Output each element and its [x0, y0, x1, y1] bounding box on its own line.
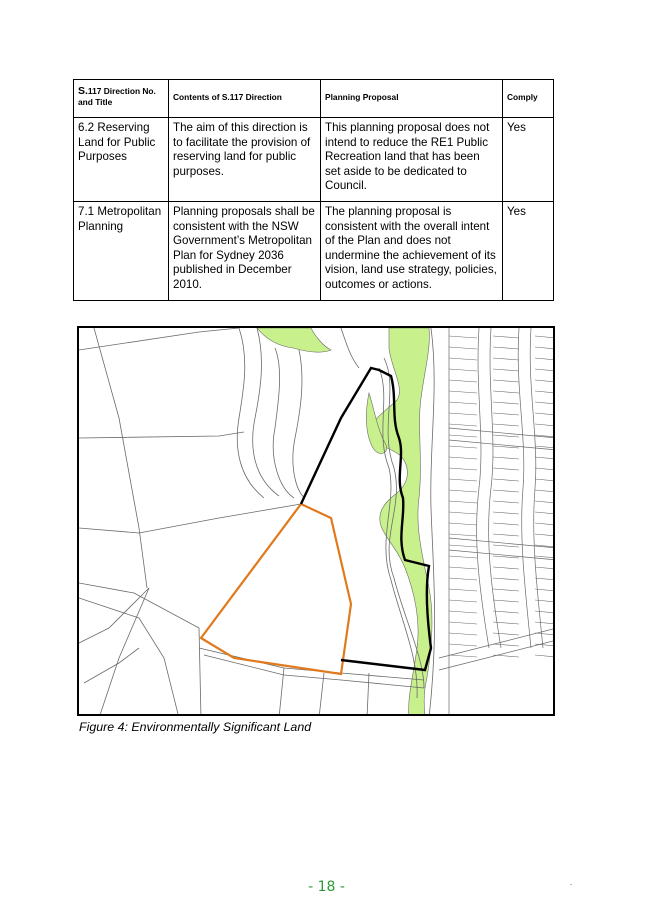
lot-division-line	[493, 369, 519, 371]
lot-division-line	[535, 490, 555, 492]
lot-division-line	[535, 633, 555, 635]
lot-division-line	[449, 534, 477, 536]
environmental-map	[77, 326, 555, 716]
lot-division-line	[535, 501, 555, 503]
lot-division-line	[535, 424, 555, 426]
lot-division-line	[535, 468, 555, 470]
lot-division-line	[493, 633, 519, 635]
lot-division-line	[493, 655, 519, 657]
lot-division-line	[535, 578, 555, 580]
lot-division-line	[535, 380, 555, 382]
lot-division-line	[449, 501, 477, 503]
lot-division-line	[535, 358, 555, 360]
lot-division-line	[449, 512, 477, 514]
cell-comply: Yes	[503, 201, 554, 300]
lot-division-line	[449, 655, 477, 657]
lot-division-line	[535, 336, 555, 338]
lot-division-line	[449, 369, 477, 371]
lot-division-line	[449, 336, 477, 338]
residential-lots	[439, 328, 555, 716]
lot-division-line	[535, 622, 555, 624]
lot-division-line	[493, 435, 519, 437]
lot-division-line	[449, 402, 477, 404]
lot-division-line	[449, 545, 477, 547]
cell-direction: 6.2 Reserving Land for Public Purposes	[74, 118, 169, 202]
lot-division-line	[493, 600, 519, 602]
lot-division-line	[493, 490, 519, 492]
lot-division-line	[493, 347, 519, 349]
lot-division-line	[449, 611, 477, 613]
lot-division-line	[535, 479, 555, 481]
lot-division-line	[493, 523, 519, 525]
lot-division-line	[449, 468, 477, 470]
page-number: - 18 -	[308, 879, 345, 895]
lot-division-line	[449, 380, 477, 382]
lot-division-line	[493, 402, 519, 404]
cell-direction: 7.1 Metropolitan Planning	[74, 201, 169, 300]
header-direction: S.117 Direction No. and Title	[74, 80, 169, 118]
lot-division-line	[449, 556, 477, 558]
cell-proposal: The planning proposal is consistent with the overall intent of the Plan and does not undermine the achievement of its vision, land use strategy, policies, outcomes or actions.	[321, 201, 503, 300]
s117-directions-table	[73, 79, 554, 301]
lot-division-line	[449, 446, 477, 448]
lot-division-line	[493, 512, 519, 514]
lot-division-line	[535, 457, 555, 459]
lot-division-line	[493, 479, 519, 481]
lot-division-line	[535, 589, 555, 591]
table-row	[74, 118, 554, 202]
lot-division-line	[535, 413, 555, 415]
lot-division-line	[449, 391, 477, 393]
map-drawing	[79, 328, 555, 716]
environmental-land-area	[257, 328, 432, 716]
header-contents: Contents of S.117 Direction	[169, 80, 321, 118]
lot-division-line	[493, 589, 519, 591]
lot-division-line	[493, 336, 519, 338]
lot-division-line	[535, 611, 555, 613]
lot-division-line	[449, 567, 477, 569]
lot-division-line	[493, 534, 519, 536]
lot-division-line	[449, 578, 477, 580]
lot-division-line	[449, 358, 477, 360]
lot-division-line	[493, 358, 519, 360]
table-row	[74, 201, 554, 300]
lot-division-line	[493, 644, 519, 646]
lot-division-line	[449, 644, 477, 646]
cell-proposal: This planning proposal does not intend to reduce the RE1 Public Recreation land that has been set aside to be dedicated to Council.	[321, 118, 503, 202]
lot-division-line	[493, 468, 519, 470]
lot-division-line	[493, 578, 519, 580]
table-header-row	[74, 80, 554, 118]
lot-division-line	[535, 446, 555, 448]
lot-division-line	[449, 523, 477, 525]
lot-division-line	[449, 457, 477, 459]
lot-division-line	[449, 347, 477, 349]
lot-division-line	[493, 567, 519, 569]
cell-contents: Planning proposals shall be consistent with the NSW Government’s Metropolitan Plan for Sydney 2036 published in December 2010.	[169, 201, 321, 300]
lot-division-line	[449, 600, 477, 602]
lot-division-line	[449, 622, 477, 624]
lot-division-line	[449, 589, 477, 591]
lot-division-line	[535, 556, 555, 558]
lot-division-line	[493, 457, 519, 459]
lot-division-line	[535, 347, 555, 349]
lot-division-line	[535, 512, 555, 514]
lot-division-line	[535, 655, 555, 657]
figure-caption: Figure 4: Environmentally Significant Land	[79, 720, 312, 734]
lot-division-line	[449, 424, 477, 426]
lot-division-line	[449, 479, 477, 481]
lot-division-line	[493, 545, 519, 547]
lot-division-line	[493, 501, 519, 503]
lot-division-line	[493, 413, 519, 415]
cell-contents: The aim of this direction is to facilitate the provision of reserving land for public purposes.	[169, 118, 321, 202]
footer-mark: .	[570, 878, 573, 887]
lot-division-line	[493, 424, 519, 426]
header-proposal: Planning Proposal	[321, 80, 503, 118]
lot-division-line	[535, 523, 555, 525]
lot-division-line	[493, 380, 519, 382]
lot-division-line	[493, 391, 519, 393]
lot-division-line	[535, 369, 555, 371]
proposal-boundary	[201, 504, 351, 674]
lot-division-line	[535, 567, 555, 569]
lot-division-line	[535, 391, 555, 393]
header-comply: Comply	[503, 80, 554, 118]
lot-division-line	[535, 402, 555, 404]
lot-division-line	[449, 435, 477, 437]
lot-division-line	[449, 490, 477, 492]
lot-division-line	[535, 534, 555, 536]
cell-comply: Yes	[503, 118, 554, 202]
lot-division-line	[449, 413, 477, 415]
lot-division-line	[493, 611, 519, 613]
lot-division-line	[449, 633, 477, 635]
